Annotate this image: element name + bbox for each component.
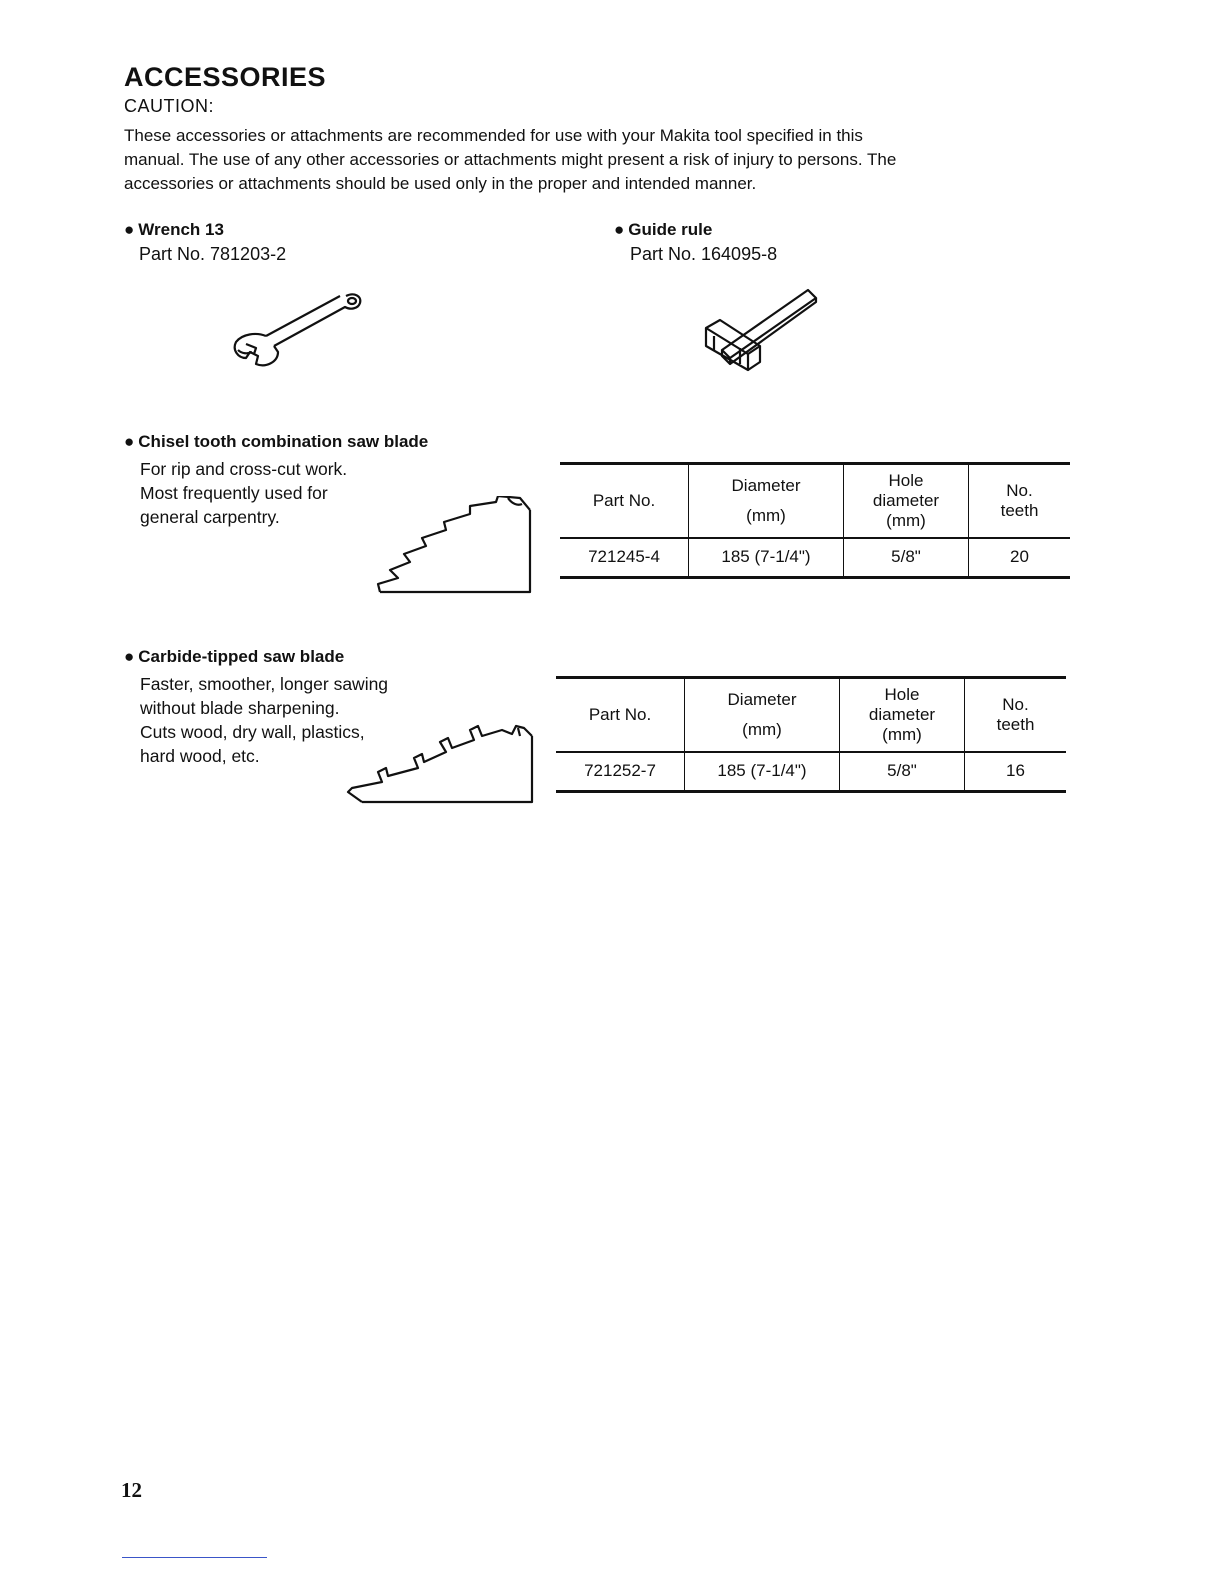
header-line: Diameter [727,689,797,709]
carbide-saw-blade-icon [342,722,538,806]
caution-label: CAUTION: [124,96,215,116]
page-number: 12 [121,1478,142,1502]
header-line: diameter [868,704,936,724]
cell-teeth: 20 [969,538,1071,578]
wrench-icon [228,288,368,372]
chisel-blade-spec-table [560,462,1070,579]
page-title: ACCESSORIES [124,62,327,92]
column-header-part-no: Part No. [560,464,689,538]
chisel-blade-name: Chisel tooth combination saw blade [138,432,429,451]
table-row [556,752,1066,792]
chisel-blade-heading [124,432,428,452]
column-header-teeth [969,464,1071,538]
header-line: No. [1006,480,1033,500]
description-line: general carpentry. [140,507,280,527]
guide-rule-name: Guide rule [628,220,713,239]
header-line: Hole [884,684,920,704]
column-header-hole-diameter [844,464,969,538]
carbide-blade-spec-table [556,676,1066,793]
column-header-diameter [685,678,840,752]
description-line: Most frequently used for [140,483,328,503]
cell-part-no: 721245-4 [560,538,689,578]
column-header-diameter [689,464,844,538]
guide-rule-icon [700,288,820,374]
header-line: diameter [872,490,940,510]
header-line: (mm) [746,505,786,525]
chisel-blade-description [140,457,347,529]
carbide-blade-heading [124,647,344,667]
cell-hole-diameter: 5/8" [844,538,969,578]
header-line: Diameter [731,475,801,495]
guide-rule-part-number: Part No. 164095-8 [630,244,778,264]
column-header-part-no: Part No. [556,678,685,752]
intro-line: These accessories or attachments are recommended for use with your Makita tool specified in this [124,126,863,145]
description-line: Faster, smoother, longer sawing [140,674,389,694]
header-line: teeth [996,714,1035,734]
description-line: For rip and cross-cut work. [140,459,348,479]
header-line: (mm) [742,719,782,739]
bullet-icon: ● [124,432,135,451]
bullet-icon: ● [614,220,625,239]
wrench-part-number: Part No. 781203-2 [139,244,287,264]
wrench-name: Wrench 13 [138,220,224,239]
wrench-heading [124,220,224,240]
cell-hole-diameter: 5/8" [840,752,965,792]
carbide-blade-name: Carbide-tipped saw blade [138,647,345,666]
cell-diameter: 185 (7-1/4") [689,538,844,578]
description-line: hard wood, etc. [140,746,260,766]
column-header-hole-diameter [840,678,965,752]
saw-blade-icon [372,496,538,596]
header-line: (mm) [882,724,922,744]
cell-part-no: 721252-7 [556,752,685,792]
bullet-icon: ● [124,647,135,666]
description-line: without blade sharpening. [140,698,340,718]
intro-line: manual. The use of any other accessories or attachments might present a risk of injury to persons. The [124,150,897,169]
cell-teeth: 16 [965,752,1067,792]
bullet-icon: ● [124,220,135,239]
intro-line: accessories or attachments should be used only in the proper and intended manner. [124,174,757,193]
header-line: No. [1002,694,1029,714]
table-row [560,538,1070,578]
header-line: Hole [888,470,924,490]
description-line: Cuts wood, dry wall, plastics, [140,722,365,742]
intro-paragraph [124,124,1084,196]
footer-divider [122,1557,267,1558]
cell-diameter: 185 (7-1/4") [685,752,840,792]
header-line: teeth [1000,500,1039,520]
column-header-teeth [965,678,1067,752]
header-line: (mm) [886,510,926,530]
guide-rule-heading [614,220,712,240]
